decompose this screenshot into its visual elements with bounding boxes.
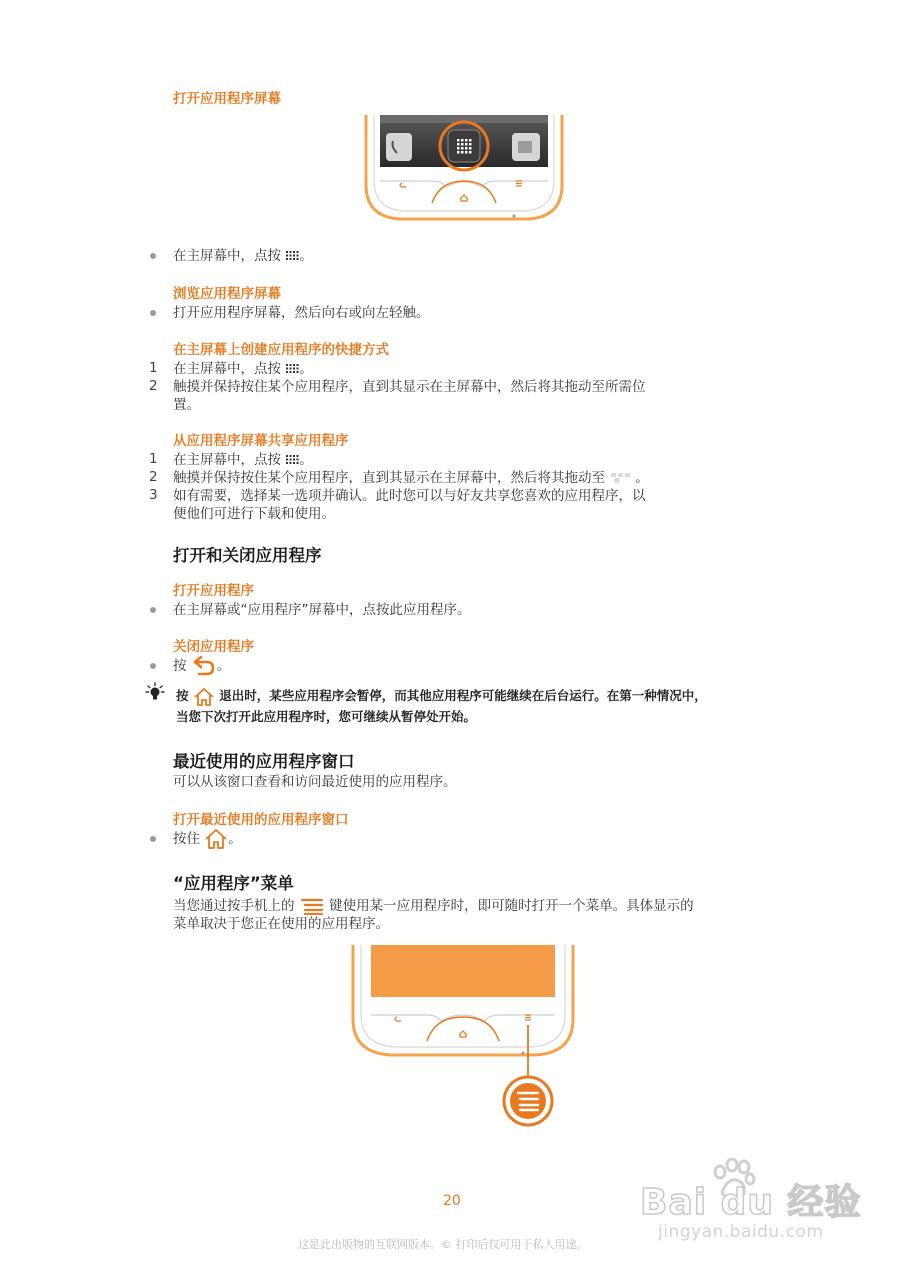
- section-title-open-app: 打开应用程序: [173, 583, 254, 599]
- list-item: 触摸并保持按住某个应用程序，直到其显示在主屏幕中，然后将其拖动至所需位 置。: [173, 379, 646, 413]
- menu-description: 当您通过按手机上的 键使用某一应用程序时，即可随时打开一个菜单。具体显示的 菜单取决于您正在使用的应用程序。: [173, 898, 694, 932]
- page-number: 20: [443, 1193, 461, 1209]
- phone-home-illustration: [360, 115, 568, 227]
- home-icon: [204, 828, 228, 850]
- heading-recent: 最近使用的应用程序窗口: [173, 752, 355, 771]
- list-item: 按住 。: [173, 828, 242, 850]
- step-number: 1: [149, 360, 158, 376]
- list-item: 如有需要，选择某一选项并确认。此时您可以与好友共享您喜欢的应用程序，以 便他们可进行下载和使用。: [173, 488, 646, 522]
- step-number: 1: [149, 451, 158, 467]
- phone-screen: [371, 945, 555, 997]
- tip-text: 按 退出时，某些应用程序会暂停，而其他应用程序可能继续在后台运行。在第一种情况中， 当您下次打开此应用程序时，您可继续从暂停处开始。: [176, 688, 707, 724]
- section-title-open-app-screen: 打开应用程序屏幕: [173, 91, 281, 107]
- baidu-watermark: [640, 1158, 870, 1248]
- home-icon: [459, 1031, 467, 1037]
- apps-grid-icon: [285, 250, 299, 262]
- heading-menu: “应用程序”菜单: [173, 874, 294, 893]
- list-item: 在主屏幕中，点按 。: [173, 452, 313, 468]
- list-item: 在主屏幕或“应用程序”屏幕中，点按此应用程序。: [173, 602, 471, 618]
- share-target-icon: [609, 471, 635, 485]
- list-item: 打开应用程序屏幕，然后向右或向左轻触。: [173, 305, 430, 321]
- bullet-marker: [150, 253, 158, 261]
- section-title-close-app: 关闭应用程序: [173, 639, 254, 655]
- list-item: 在主屏幕中，点按 。: [173, 361, 313, 377]
- bullet-marker: [150, 663, 158, 671]
- back-icon: [400, 183, 406, 187]
- lightbulb-tip-icon: [145, 682, 165, 702]
- footer-note: 这是此出版物的互联网版本。© 打印后仅可用于私人用途。: [298, 1238, 588, 1251]
- home-icon: [193, 687, 215, 707]
- section-title-recent-open: 打开最近使用的应用程序窗口: [173, 812, 349, 828]
- apps-grid-icon: [285, 363, 299, 375]
- phone-menu-illustration: [345, 945, 581, 1130]
- section-title-shortcut: 在主屏幕上创建应用程序的快捷方式: [173, 342, 389, 358]
- menu-icon: [516, 181, 522, 186]
- menu-icon: [525, 1015, 531, 1020]
- bullet-marker: [150, 607, 158, 615]
- list-item: 触摸并保持按住某个应用程序，直到其显示在主屏幕中，然后将其拖动至 。: [173, 470, 649, 486]
- home-icon: [460, 195, 468, 201]
- step-number: 2: [149, 469, 158, 485]
- watermark-brand: Bai du 经验: [640, 1182, 862, 1223]
- section-title-share: 从应用程序屏幕共享应用程序: [173, 433, 349, 449]
- apps-grid-icon: [285, 454, 299, 466]
- watermark-url: jingyan.baidu.com: [658, 1222, 824, 1242]
- recent-description: 可以从该窗口查看和访问最近使用的应用程序。: [173, 774, 457, 790]
- back-icon: [191, 655, 217, 677]
- list-item: 在主屏幕中，点按 。: [173, 248, 313, 264]
- bullet-marker: [150, 836, 158, 844]
- heading-open-close: 打开和关闭应用程序: [173, 546, 322, 565]
- menu-icon: [299, 897, 325, 915]
- step-number: 2: [149, 378, 158, 394]
- back-icon: [395, 1017, 401, 1021]
- phone-app-icon: [386, 133, 412, 161]
- step-number: 3: [149, 487, 158, 503]
- list-item: 按 。: [173, 655, 230, 677]
- bullet-marker: [150, 310, 158, 318]
- section-title-browse: 浏览应用程序屏幕: [173, 286, 281, 302]
